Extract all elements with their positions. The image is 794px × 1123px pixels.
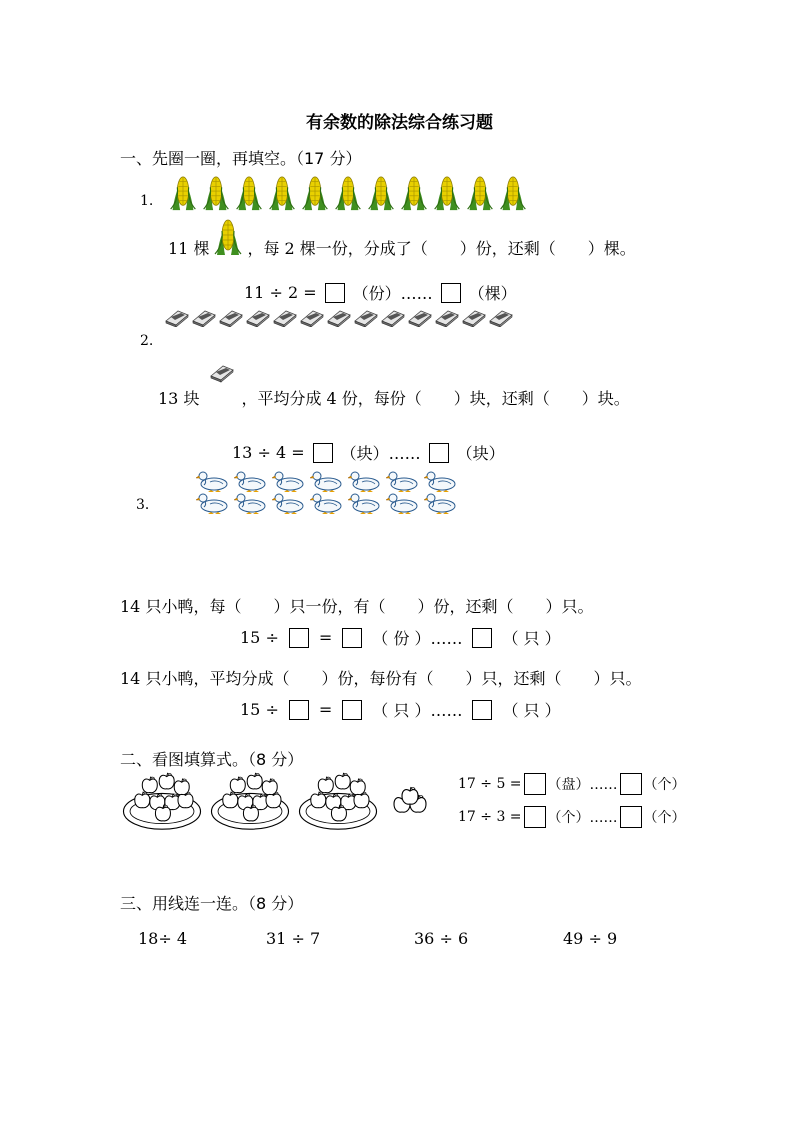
eraser-icon [299,309,325,327]
eraser-icon [407,309,433,327]
duck-icon [424,470,458,492]
answer-box[interactable] [441,283,461,303]
match-item[interactable]: 18÷ 4 [138,929,188,948]
duck-icon [272,492,306,514]
apple-plate-icon [120,770,204,832]
corn-icon [366,174,396,212]
section2-equation-2 [458,806,686,828]
q3-line2: 14 只小鸭，平均分成（ ）份，每份有（ ）只，还剩（ ）只。 [120,669,642,688]
q1-number: 1. [140,193,154,209]
q2-eq-left: 13 ÷ 4 = [232,443,305,462]
duck-icon [310,492,344,514]
q3-number: 3． [136,497,159,513]
q3-eq2-unit-a: （ 只 ）…… [372,701,463,720]
match-item[interactable]: 49 ÷ 9 [563,929,618,948]
q2-sentence [158,362,630,409]
q1-equation [244,281,517,304]
s2-eq1-left: 17 ÷ 5 = [458,776,522,792]
answer-box[interactable] [325,283,345,303]
duck-icon [386,492,420,514]
corn-icon [213,217,243,257]
q3-eq2-left: 15 ÷ [240,700,279,719]
corn-icon [333,174,363,212]
match-item[interactable]: 36 ÷ 6 [414,929,469,948]
eraser-icon [272,309,298,327]
q2-equation [232,441,505,464]
eraser-icon [209,362,235,384]
eraser-icon [326,309,352,327]
eraser-icon [218,309,244,327]
duck-icon [196,470,230,492]
q3-eq1-unit-a: （ 份 ）…… [372,629,463,648]
corn-icon [498,174,528,212]
answer-box[interactable] [472,700,492,720]
duck-icon [196,492,230,514]
apple-icon [390,784,432,818]
corn-row [168,174,528,212]
q3-eq1-unit-b: （ 只 ） [502,629,561,648]
duck-icon [348,470,382,492]
corn-icon [201,174,231,212]
answer-box[interactable] [289,700,309,720]
apple-plates [120,770,432,832]
answer-box[interactable] [472,628,492,648]
q1-unit-b: （棵） [468,284,517,303]
eraser-icon [245,309,271,327]
corn-icon [399,174,429,212]
q2-text: ，平均分成 4 份，每份（ ）块，还剩（ ）块。 [241,389,630,408]
apple-plate-icon [208,770,292,832]
q2-unit-a: （块）…… [340,444,421,463]
eraser-icon [164,309,190,327]
q3-eq1-left: 15 ÷ [240,628,279,647]
q2-number: 2. [140,333,154,349]
section-1-heading: 一、先圈一圈，再填空。（17 分） [120,149,362,168]
s2-eq1-unit-a: （盘）…… [547,777,618,793]
corn-icon [300,174,330,212]
eraser-icon [488,309,514,327]
corn-icon [234,174,264,212]
s2-eq2-unit-b: （个） [643,810,686,826]
eraser-icon [191,309,217,327]
q1-text: ，每 2 棵一份，分成了（ ）份，还剩（ ）棵。 [247,239,636,258]
match-item[interactable]: 31 ÷ 7 [266,929,321,948]
page-title: 有余数的除法综合练习题 [306,113,493,133]
duck-icon [310,470,344,492]
eraser-icon [353,309,379,327]
answer-box[interactable] [620,773,642,795]
apple-plate-icon [296,770,380,832]
s2-eq2-left: 17 ÷ 3 = [458,809,522,825]
section-3-heading: 三、用线连一连。（8 分） [120,894,304,913]
duck-icon [234,492,268,514]
q1-sentence [168,214,636,259]
q3-eq1-mid: = [318,628,333,647]
answer-box[interactable] [524,806,546,828]
section2-equation-1 [458,773,686,795]
corn-icon [465,174,495,212]
q3-line1: 14 只小鸭，每（ ）只一份，有（ ）份，还剩（ ）只。 [120,597,594,616]
answer-box[interactable] [524,773,546,795]
answer-box[interactable] [620,806,642,828]
corn-icon [432,174,462,212]
s2-eq2-unit-a: （个）…… [547,810,618,826]
s2-eq1-unit-b: （个） [643,777,686,793]
duck-icon [272,470,306,492]
duck-grid [196,470,458,514]
corn-icon [168,174,198,212]
q1-eq-left: 11 ÷ 2 = [244,283,317,302]
duck-icon [424,492,458,514]
q2-unit-b: （块） [456,444,505,463]
answer-box[interactable] [289,628,309,648]
answer-box[interactable] [429,443,449,463]
eraser-icon [380,309,406,327]
section-2-heading: 二、看图填算式。（8 分） [120,750,304,769]
q3-eq2-mid: = [318,700,333,719]
answer-box[interactable] [342,628,362,648]
q3-eq2-unit-b: （ 只 ） [502,701,561,720]
duck-icon [348,492,382,514]
q1-count: 11 棵 [168,239,210,258]
duck-icon [234,470,268,492]
q3-equation-2 [240,698,561,721]
eraser-icon [461,309,487,327]
eraser-icon [434,309,460,327]
q2-count: 13 块 [158,389,200,408]
duck-icon [386,470,420,492]
q1-unit-a: （份）…… [352,284,433,303]
eraser-row [164,309,514,327]
q3-equation-1 [240,626,561,649]
answer-box[interactable] [313,443,333,463]
answer-box[interactable] [342,700,362,720]
corn-icon [267,174,297,212]
